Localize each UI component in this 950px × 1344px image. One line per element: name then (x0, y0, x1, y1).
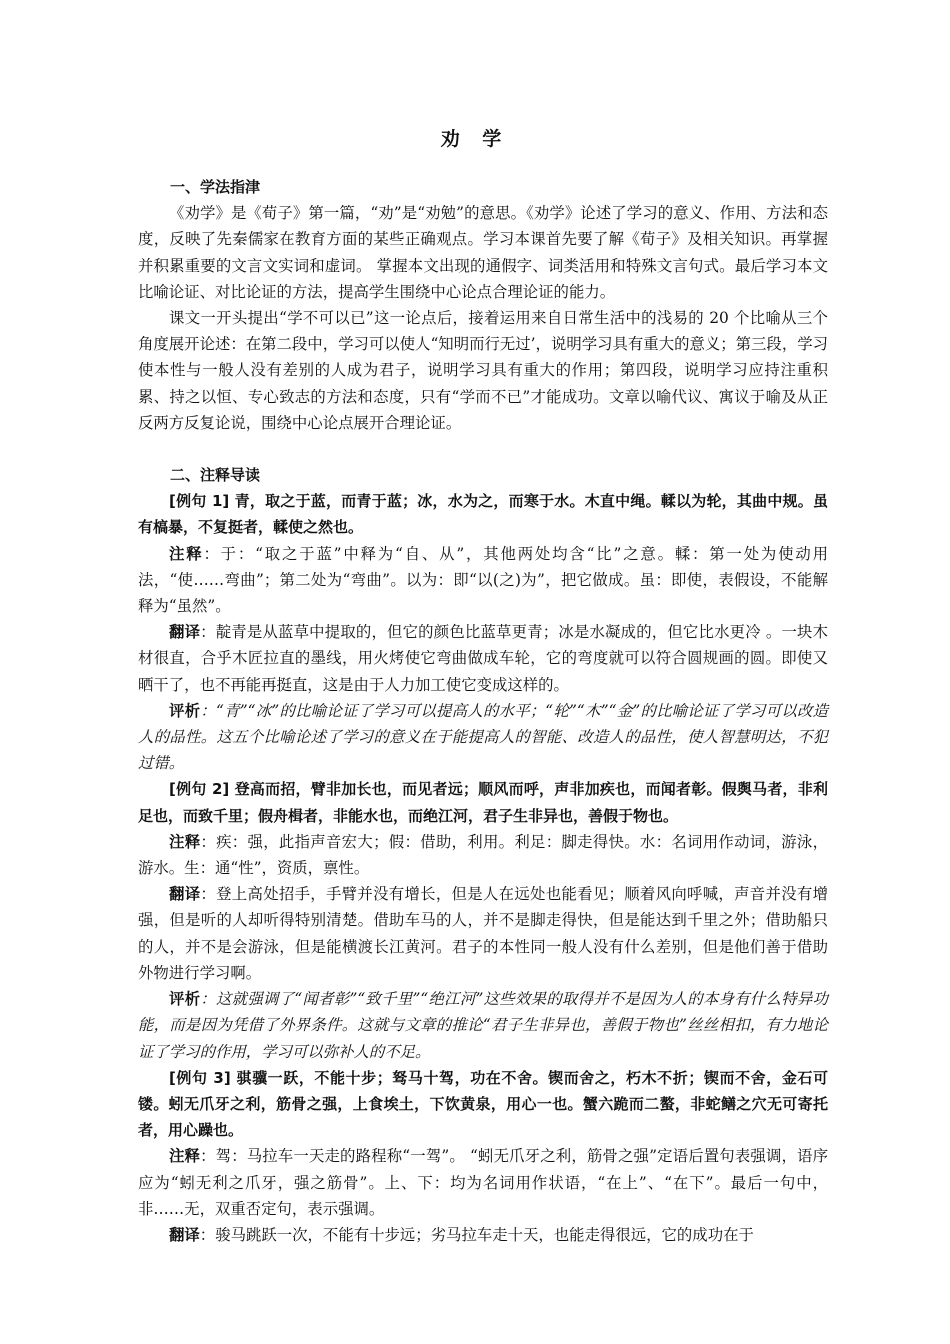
paragraph-1: 《劝学》是《荀子》第一篇，“劝”是“劝勉”的意思。《劝学》论述了学习的意义、作用、方法和态度，反映了先秦儒家在教育方面的某些正确观点。学习本课首先要了解《荀子》及相关知识。再掌握并积累重要的文言文实词和虚词。 掌握本文出现的通假字、词类活用和特殊文言句式。最后学习本文比喻论证、对比论证的方法，提高学生围绕中心论点合理论证的能力。 (138, 204, 828, 301)
page-title: 劝 学 (440, 128, 510, 150)
section-heading-1: 一、学法指津 (170, 178, 261, 196)
document-body (138, 174, 828, 1248)
example-1-note (138, 541, 828, 620)
note-label: 注释 (169, 544, 204, 563)
example-sentence-3: [例句 3] 骐骥一跃，不能十步；驽马十驾，功在不舍。锲而舍之，朽木不折；锲而不舍，金石可镂。蚓无爪牙之利，筋骨之强，上食埃土，下饮黄泉，用心一也。蟹六跪而二螯，非蛇鳝之穴无可寄托者，用心躁也。 (138, 1068, 828, 1140)
example-2-comment (138, 986, 828, 1065)
comment-text: ：这就强调了“闻者彰”“致千里”“绝江河”这些效果的取得并不是因为人的本身有什么特异功能，而是因为凭借了外界条件。这就与文章的推论“君子生非异也，善假于物也”丝丝相扣，有力地论证了学习的作用，学习可以弥补人的不足。 (138, 990, 828, 1061)
example-2-translation (138, 881, 828, 986)
section-heading-2: 二、注释导读 (170, 466, 261, 485)
comment-label: 评析 (169, 990, 201, 1009)
paragraph-2: 课文一开头提出“学不可以已”这一论点后，接着运用来自日常生活中的浅易的 20 个比喻从三个角度展开论述：在第二段中，学习可以使人“知明而行无过’，说明学习具有重大的意义；第三段，学习使本性与一般人没有差别的人成为君子，说明学习具有重大的作用；第四段，说明学习应持注重积累、持之以恒、专心致志的方法和态度，只有“学而不已”才能成功。文章以喻代议、寓议于喻及从正反两方反复论说，围绕中心论点展开合理论证。 (138, 309, 828, 432)
example-1-translation (138, 619, 828, 698)
note-text: ：于：“取之于蓝”中释为“自、从”，其他两处均含“比”之意。輮：第一处为使动用法，“使……弯曲”；第二处为“弯曲”。以为：即“以(之)为”，把它做成。虽：即使，表假设，不能解释为“虽然”。 (138, 544, 828, 616)
translation-text: ：登上高处招手，手臂并没有增长，但是人在远处也能看见；顺着风向呼喊，声音并没有增强，但是听的人却听得特别清楚。借助车马的人，并不是脚走得快，但是能达到千里之外；借助船只的人，并不是会游泳，但是能横渡长江黄河。君子的本性同一般人没有什么差别，但是他们善于借助外物进行学习啊。 (138, 885, 828, 982)
note-label: 注释 (169, 832, 201, 851)
example-3-translation (138, 1222, 828, 1248)
example-1-comment (138, 698, 828, 777)
note-text: ：疾：强，此指声音宏大；假：借助，利用。利足：脚走得快。水：名词用作动词，游泳，游水。生：通“性”，资质，禀性。 (138, 832, 828, 878)
translation-text: ：骏马跳跃一次，不能有十步远；劣马拉车走十天，也能走得很远，它的成功在于 (199, 1225, 754, 1244)
translation-label: 翻译 (169, 885, 201, 904)
note-text: ：驾：马拉车一天走的路程称“一驾”。 “蚓无爪牙之利，筋骨之强”定语后置句表强调，语序应为“蚓无利之爪牙，强之筋骨”。上、下：均为名词用作状语，“在上”、“在下”。最后一句中，非……无，双重否定句，表示强调。 (138, 1147, 828, 1218)
note-label: 注释 (169, 1147, 201, 1166)
example-sentence-1: [例句 1] 青，取之于蓝，而青于蓝；冰，水为之，而寒于水。木直中绳。輮以为轮，其曲中规。虽有槁暴，不复挺者，輮使之然也。 (138, 492, 828, 537)
comment-text: ：“青”“冰”的比喻论证了学习可以提高人的水平；“轮”“木”“金”的比喻论证了学习可以改造人的品性。这五个比喻论述了学习的意义在于能提高人的智能、改造人的品性，使人智慧明达，不犯过错。 (138, 701, 828, 773)
comment-label: 评析 (169, 701, 201, 720)
translation-text: ：靛青是从蓝草中提取的，但它的颜色比蓝草更青；冰是水凝成的，但它比水更冷 。一块木材很直，合乎木匠拉直的墨线，用火烤使它弯曲做成车轮，它的弯度就可以符合圆规画的圆。即使又晒干了，也不再能再挺直，这是由于人力加工使它变成这样的。 (138, 623, 828, 694)
example-sentence-2: [例句 2] 登高而招，臂非加长也，而见者远；顺风而呼，声非加疾也，而闻者彰。假舆马者，非利足也，而致千里；假舟楫者，非能水也，而绝江河，君子生非异也，善假于物也。 (138, 780, 828, 825)
example-3-note (138, 1143, 828, 1222)
spacer (138, 436, 828, 462)
translation-label: 翻译 (169, 623, 201, 642)
example-2-note (138, 829, 828, 881)
translation-label: 翻译 (169, 1225, 200, 1244)
